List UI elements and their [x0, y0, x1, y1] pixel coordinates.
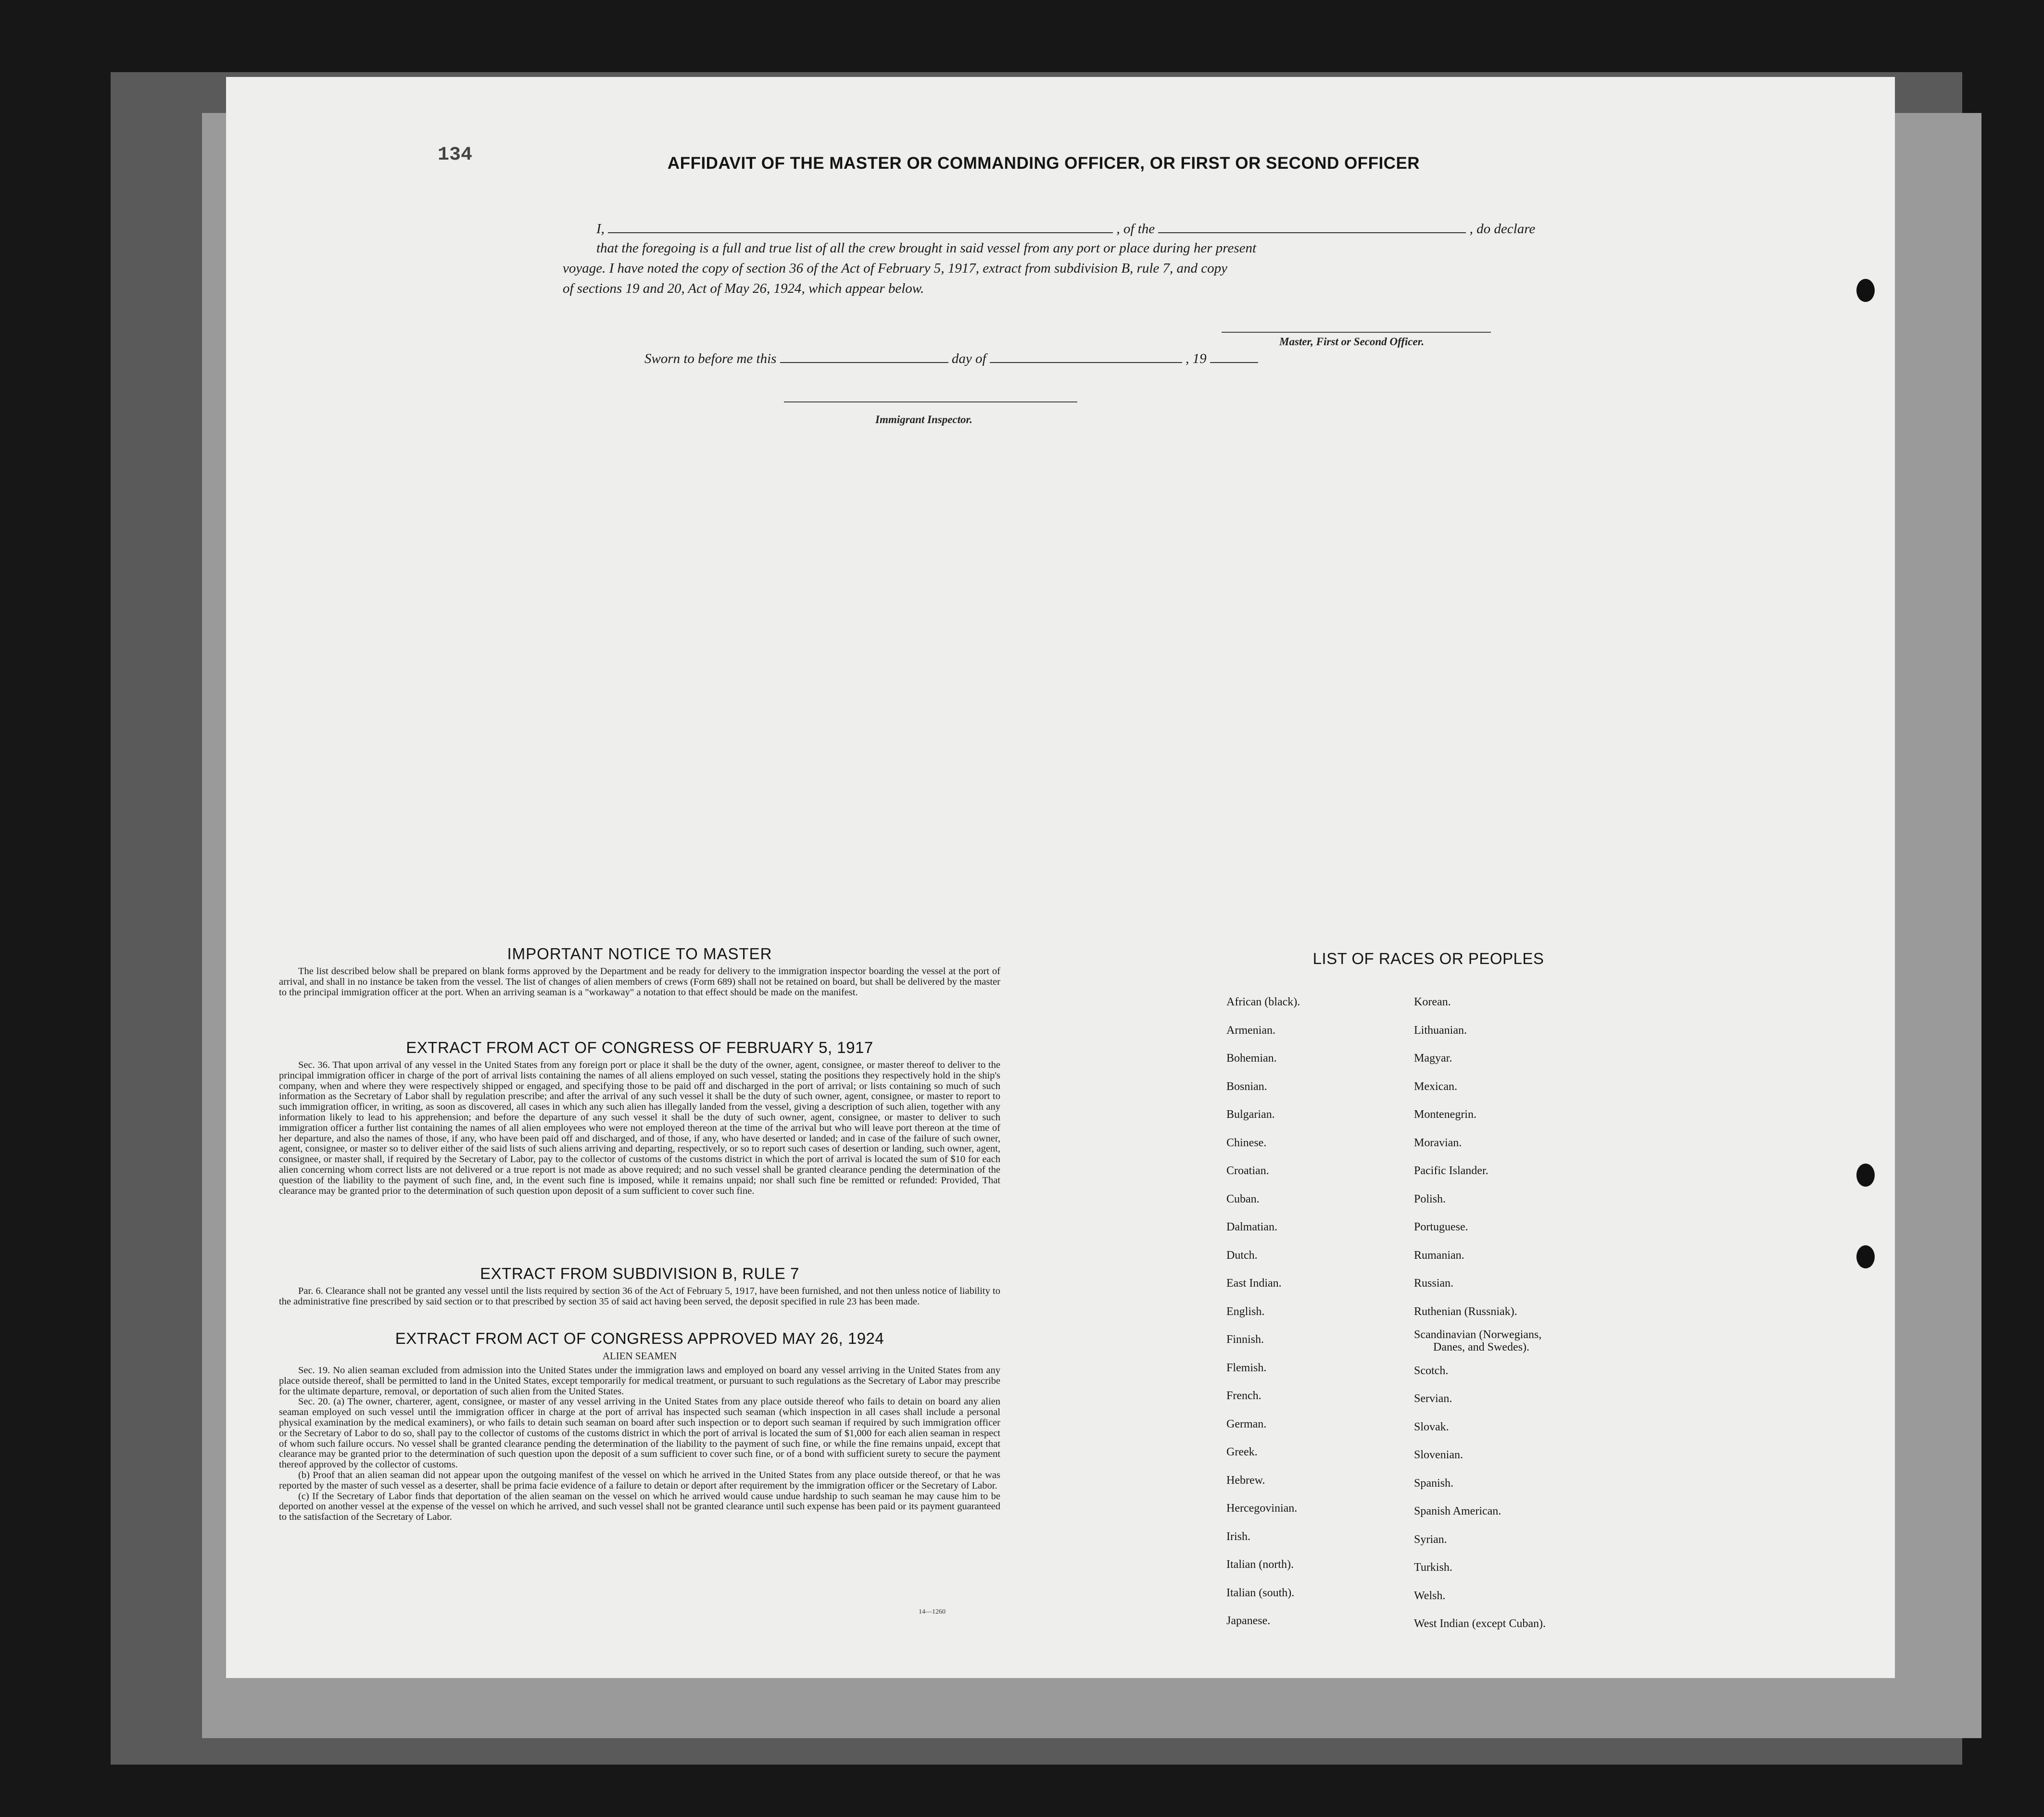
race-item: Chinese.: [1226, 1136, 1267, 1149]
rule7-text: Par. 6. Clearance shall not be granted any vessel until the lists required by section 36 of the Act of February 5, 1917, have been furnished, and not then unless notice of liability to the administrative fine prescribed by said section or to that prescribed by section 35 of said act having been served, the deposit specified in rule 23 has been made.: [279, 1286, 1000, 1307]
section-20b-text: (b) Proof that an alien seaman did not appear upon the outgoing manifest of the vessel on which he arrived in the United States from any place outside thereof, or that he was reported by the master of such vessel as a deserter, shall be prima facie evidence of a failure to detain or deport after requirement by the immigration officer or the Secretary of Labor.: [279, 1469, 1000, 1491]
races-right-column: [1414, 988, 1546, 1638]
affidavit-line3: voyage. I have noted the copy of section 36 of the Act of February 5, 1917, extract from subdivision B, rule 7, and copy: [563, 261, 1228, 276]
race-item: Spanish American.: [1414, 1505, 1501, 1517]
extract-1917-body: [279, 1060, 1000, 1196]
master-signature-line[interactable]: [1222, 332, 1491, 333]
race-item: West Indian (except Cuban).: [1414, 1617, 1546, 1630]
sworn-prefix: Sworn to before me this: [644, 351, 777, 366]
race-item: Slovenian.: [1414, 1449, 1463, 1461]
race-item: Welsh.: [1414, 1589, 1446, 1602]
race-item: Cuban.: [1226, 1192, 1260, 1205]
race-item: Montenegrin.: [1414, 1108, 1476, 1121]
affidavit-line2: that the foregoing is a full and true list of all the crew brought in said vessel from any port or place during her present: [596, 240, 1257, 256]
race-item: Bulgarian.: [1226, 1108, 1275, 1121]
sworn-month-field[interactable]: [990, 349, 1182, 363]
race-item: Ruthenian (Russniak).: [1414, 1305, 1517, 1318]
race-item: Servian.: [1414, 1392, 1452, 1405]
extract-rule7-title: EXTRACT FROM SUBDIVISION B, RULE 7: [480, 1265, 799, 1282]
affidavit-i: I,: [596, 221, 605, 237]
race-item: Bosnian.: [1226, 1080, 1267, 1093]
inspector-signature-label: Immigrant Inspector.: [875, 414, 972, 426]
punch-hole: [1856, 1164, 1875, 1187]
affidavit-line1: [596, 219, 1535, 237]
punch-hole: [1856, 279, 1875, 302]
race-item: Italian (north).: [1226, 1558, 1294, 1571]
race-item: Hebrew.: [1226, 1474, 1265, 1487]
race-item: Russian.: [1414, 1277, 1454, 1290]
race-item: Scotch.: [1414, 1364, 1449, 1377]
extract-1917-title: EXTRACT FROM ACT OF CONGRESS OF FEBRUARY 5, 1917: [406, 1039, 873, 1056]
extract-1924-body: [279, 1366, 1000, 1523]
notice-body: [279, 966, 1000, 998]
race-item: French.: [1226, 1390, 1262, 1402]
sworn-day: day of: [951, 351, 986, 366]
race-item: German.: [1226, 1417, 1267, 1430]
race-item: Spanish.: [1414, 1477, 1454, 1490]
race-item: Italian (south).: [1226, 1586, 1295, 1599]
name-field[interactable]: [608, 219, 1113, 233]
race-item: Finnish.: [1226, 1333, 1264, 1346]
race-item: Flemish.: [1226, 1361, 1267, 1374]
inspector-signature-line[interactable]: [784, 401, 1077, 402]
race-item: Turkish.: [1414, 1561, 1452, 1574]
race-item: Slovak.: [1414, 1420, 1449, 1433]
race-item: Bohemian.: [1226, 1052, 1277, 1065]
section-20a-text: Sec. 20. (a) The owner, charterer, agent, consignee, or master of any vessel arriving in the United States from any place outside thereof who fails to detain on board any alien seaman employed on such vessel until the immigration officer in charge at the port of arrival has inspected such seaman (which inspection in all cases shall include a personal physical examination by the medical examiners), or who fails to detain such seaman on board after such inspection or to deport such seaman if required by such immigration officer or the Secretary of Labor to do so, shall pay to the collector of customs of the customs district in which the port of arrival is located the sum of $1,000 for each alien seaman in respect of whom such failure occurs. No vessel shall be granted clearance pending the determination of the liability to the payment of such fine, or while the fine remains unpaid, except that clearance may be granted prior to the determination of such question upon the deposit of a sum sufficient to cover such fine, or of a bond with sufficient surety to secure the payment thereof approved by the collector of customs.: [279, 1396, 1000, 1470]
race-item: African (black).: [1226, 996, 1300, 1008]
race-item: English.: [1226, 1305, 1265, 1318]
affidavit-declare: , do declare: [1469, 221, 1536, 237]
race-item: Magyar.: [1414, 1052, 1452, 1065]
race-item: Croatian.: [1226, 1165, 1269, 1177]
race-item: Moravian.: [1414, 1136, 1462, 1149]
race-item: East Indian.: [1226, 1277, 1282, 1290]
race-item: Lithuanian.: [1414, 1024, 1467, 1037]
affidavit-title: AFFIDAVIT OF THE MASTER OR COMMANDING OFFICER, OR FIRST OR SECOND OFFICER: [667, 154, 1420, 173]
race-item: Portuguese.: [1414, 1221, 1468, 1233]
race-item: Dalmatian.: [1226, 1221, 1277, 1233]
punch-hole: [1856, 1245, 1875, 1268]
race-item: Rumanian.: [1414, 1249, 1464, 1262]
affidavit-of-the: , of the: [1116, 221, 1155, 237]
alien-seamen-subtitle: ALIEN SEAMEN: [602, 1350, 677, 1362]
race-item: Korean.: [1414, 996, 1451, 1008]
race-item: Dutch.: [1226, 1249, 1258, 1262]
sworn-date-field[interactable]: [780, 349, 948, 363]
extract-1924-title: EXTRACT FROM ACT OF CONGRESS APPROVED MAY 26, 1924: [395, 1329, 884, 1347]
race-item: [1414, 1326, 1546, 1357]
race-item: Greek.: [1226, 1446, 1258, 1458]
section-20c-text: (c) If the Secretary of Labor finds that deportation of the alien seaman on the vessel on which he arrived would cause undue hardship to such seaman he may cause him to be deported on another vessel at the expense of the vessel on which he arrived, and such vessel shall not be granted clearance until such expense has been paid or its payment guaranteed to the satisfaction of the Secretary of Labor.: [279, 1491, 1000, 1523]
section-19-text: Sec. 19. No alien seaman excluded from admission into the United States under the immigration laws and employed on board any vessel arriving in the United States from any place outside thereof, shall be permitted to land in the United States, except temporarily for medical treatment, or pursuant to such regulations as the Secretary of Labor may prescribe for the ultimate departure, removal, or deportation of such alien from the United States.: [279, 1365, 1000, 1397]
race-item: Japanese.: [1226, 1615, 1271, 1627]
sworn-year-field[interactable]: [1210, 349, 1258, 363]
race-item: Hercegovinian.: [1226, 1502, 1298, 1515]
sworn-year: , 19: [1186, 351, 1207, 366]
notice-text: The list described below shall be prepared on blank forms approved by the Department and be ready for delivery to the immigration inspector boarding the vessel at the port of arrival, and shall in no instance be taken from the vessel. The list of changes of alien members of crews (Form 689) shall not be retained on board, but shall be delivered by the master to the principal immigration officer at the port. When an arriving seaman is a "workaway" a notation to that effect should be made on the manifest.: [279, 966, 1000, 998]
race-item: Pacific Islander.: [1414, 1165, 1489, 1177]
vessel-field[interactable]: [1158, 219, 1466, 233]
form-number: 14—1260: [919, 1608, 946, 1616]
race-item: Armenian.: [1226, 1024, 1275, 1037]
races-left-column: [1226, 988, 1300, 1635]
races-title: LIST OF RACES OR PEOPLES: [1312, 950, 1544, 967]
affidavit-page: [226, 77, 1895, 1678]
notice-title: IMPORTANT NOTICE TO MASTER: [507, 945, 772, 963]
affidavit-line4: of sections 19 and 20, Act of May 26, 1924, which appear below.: [563, 281, 924, 296]
race-item: Mexican.: [1414, 1080, 1457, 1093]
sworn-line: [644, 349, 1258, 367]
race-item-text: Scandinavian (Norwegians,: [1414, 1328, 1542, 1341]
margin-note: 134: [438, 144, 473, 166]
extract-rule7-body: [279, 1286, 1000, 1307]
master-signature-label: Master, First or Second Officer.: [1279, 336, 1425, 348]
section-36-text: Sec. 36. That upon arrival of any vessel in the United States from any foreign port or place it shall be the duty of the owner, agent, consignee, or master thereof to deliver to the principal immigration officer in charge of the port of arrival lists containing the names of all aliens employed on such vessel, stating the positions they respectively hold in the ship's company, when and where they were respectively shipped or engaged, and specifying those to be paid off and discharged in the port of arrival; or lists containing so much of such information as the Secretary of Labor shall by regulation prescribe; and after the arrival of any such vessel it shall be the duty of such owner, agent, consignee, or master to report to such immigration officer, in writing, as soon as discovered, all cases in which any such alien has illegally landed from the vessel, giving a description of such alien, together with any information likely to lead to his apprehension; and before the departure of any such vessel it shall be the duty of such owner, agent, consignee, or master to deliver to such immigration officer a further list containing the names of all alien employees who were not employed thereon at the time of the arrival but who will leave port thereon at the time of her departure, and also the names of those, if any, who have been paid off and discharged, and of those, if any, who have deserted or landed; and in case of the failure of such owner, agent, consignee, or master so to deliver either of the said lists of such aliens arriving and departing, respectively, or so to report such cases of desertion or landing, such owner, agent, consignee, or master shall, if required by the Secretary of Labor, pay to the collector of customs of the customs district in which the port of arrival is located the sum of $10 for each alien concerning whom correct lists are not delivered or a true report is not made as above required; and no such vessel shall be granted clearance pending the determination of the question of the liability to the payment of such fine, and, in the event such fine is imposed, while it remains unpaid; nor shall such fine be remitted or refunded: Provided, That clearance may be granted prior to the determination of such question upon deposit of a sum sufficient to cover such fine.: [279, 1060, 1000, 1196]
race-item: Syrian.: [1414, 1533, 1447, 1546]
race-item-continuation: Danes, and Swedes).: [1433, 1341, 1529, 1353]
race-item: Irish.: [1226, 1530, 1250, 1543]
race-item: Polish.: [1414, 1192, 1446, 1205]
